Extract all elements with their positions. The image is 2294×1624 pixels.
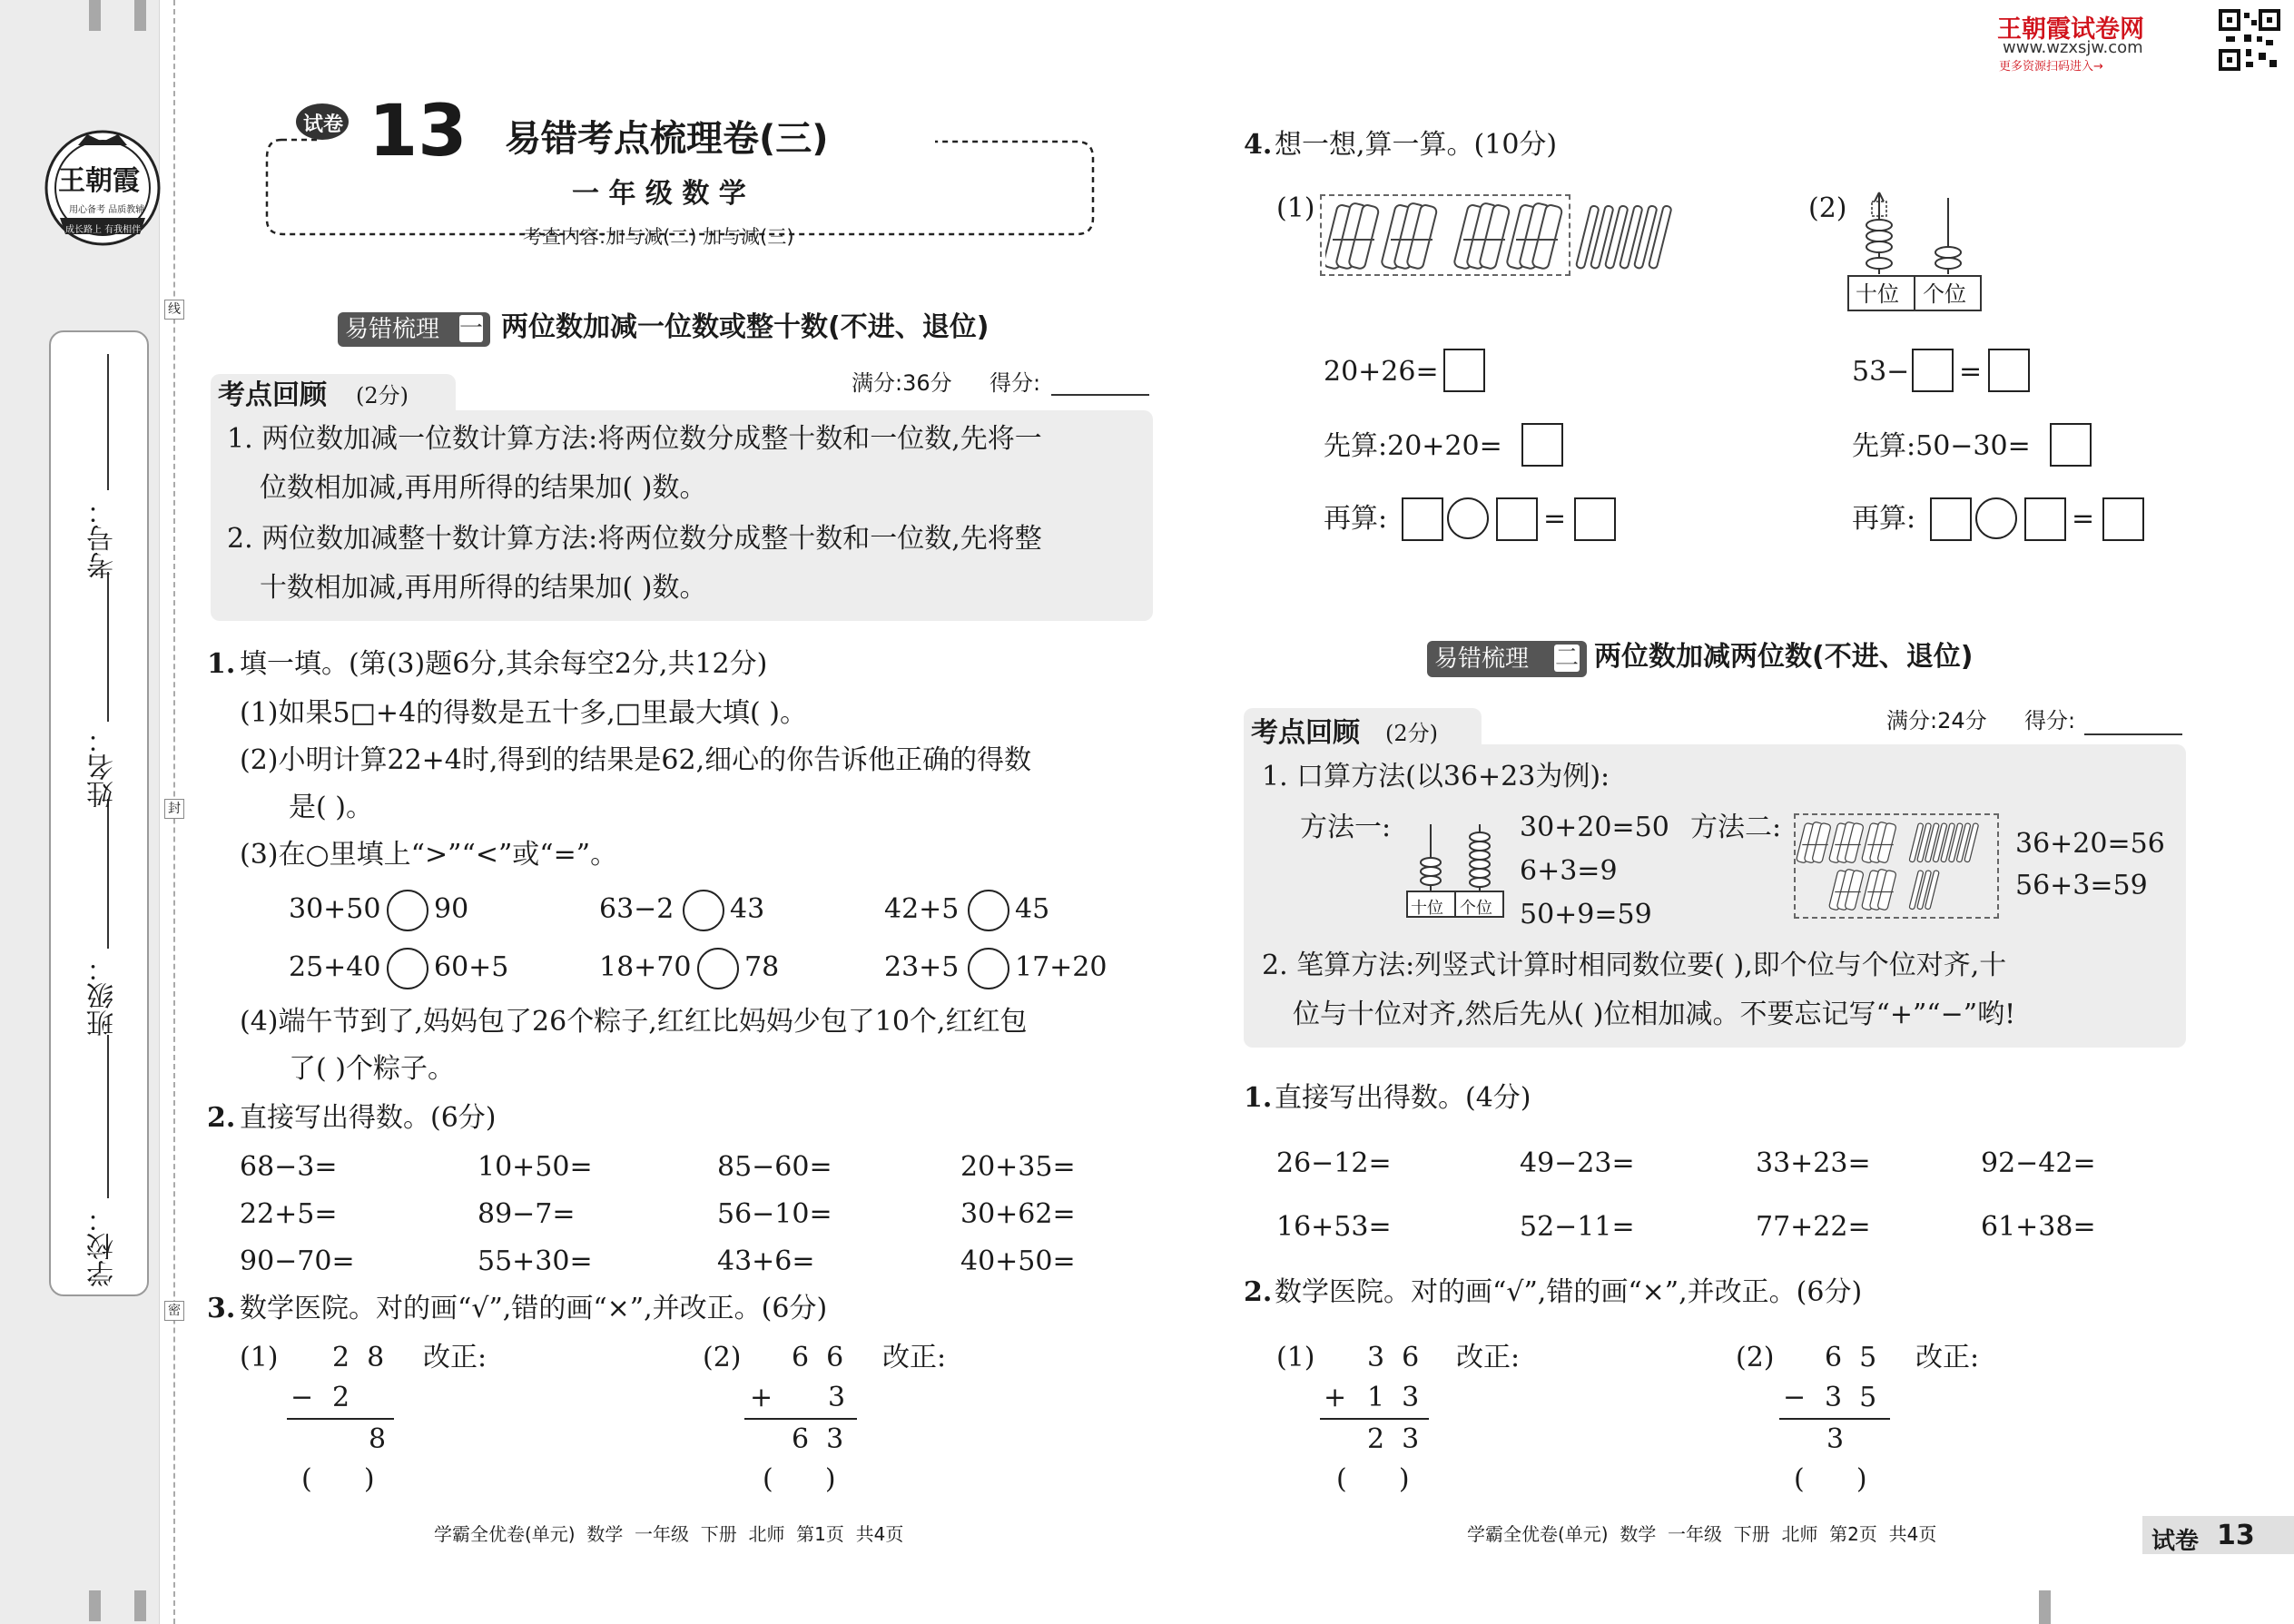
calc-item[interactable]: 10+50=: [478, 1151, 593, 1183]
compare-left: 23+5: [884, 951, 960, 983]
equals-sign: =: [2072, 503, 2095, 535]
calc-item[interactable]: 43+6=: [717, 1245, 815, 1277]
ones-label: 个位: [1923, 281, 1966, 307]
q1-title: 填一填。(第(3)题6分,其余每空2分,共12分): [240, 648, 768, 680]
tens-label: 十位: [1856, 281, 1899, 307]
method1-label: 方法一:: [1300, 812, 1392, 843]
answer-box[interactable]: [1496, 497, 1538, 541]
q4-part1-label: (1): [1276, 192, 1315, 224]
q1-number: 1.: [207, 648, 236, 680]
footer-right: 学霸全优卷(单元) 数学 一年级 下册 北师 第2页 共4页: [1467, 1523, 1937, 1545]
bundles-frame-2: [1794, 813, 1999, 919]
method2-line: 36+20=56: [2015, 828, 2165, 860]
strip-mark: [134, 0, 146, 31]
method2-line: 56+3=59: [2015, 870, 2148, 901]
brand-logo: [42, 127, 163, 249]
vcalc-op: +: [750, 1382, 773, 1413]
vcalc-fix: 改正:: [882, 1342, 947, 1373]
vcalc-top: 2 8: [332, 1342, 385, 1373]
calc-item[interactable]: 90−70=: [240, 1245, 355, 1277]
abacus-picture-2: [1405, 817, 1505, 919]
answer-box[interactable]: [1443, 349, 1485, 392]
score-field-1[interactable]: [1051, 394, 1149, 396]
vcalc-second: 3: [828, 1382, 846, 1413]
compare-right: 60+5: [434, 951, 509, 983]
vcalc-top: 3 6: [1367, 1342, 1420, 1373]
q1-line5: (4)端午节到了,妈妈包了26个粽子,红红比妈妈少包了10个,红红包: [240, 1006, 1028, 1038]
calc-item[interactable]: 77+22=: [1756, 1211, 1871, 1243]
q1-line4: (3)在○里填上“>”“<”或“=”。: [240, 839, 618, 871]
vcalc-rule: [744, 1418, 857, 1420]
calc-item[interactable]: 52−11=: [1520, 1211, 1635, 1243]
review1-label: 考点回顾: [218, 379, 327, 411]
number-label: 考号：: [87, 497, 119, 579]
review1-line: 位数相加减,再用所得的结果加( )数。: [260, 472, 707, 504]
section2-title: 两位数加减两位数(不进、退位): [1594, 641, 1974, 673]
calc-item[interactable]: 16+53=: [1276, 1211, 1392, 1243]
compare-circle[interactable]: [387, 890, 428, 931]
q4-p2-eq3: 再算:: [1852, 503, 1916, 535]
vcalc-answer-paren[interactable]: ( ): [763, 1463, 836, 1495]
watermark-url: www.wzxsjw.com: [2003, 38, 2143, 57]
qr-code-icon: [2219, 9, 2280, 71]
vcalc-op: −: [290, 1382, 314, 1413]
rq2-title: 数学医院。对的画“√”,错的画“×”,并改正。(6分): [1275, 1276, 1863, 1308]
calc-item[interactable]: 33+23=: [1756, 1147, 1871, 1179]
strip-mark: [89, 1590, 101, 1621]
score-label-1: 得分:: [989, 370, 1041, 396]
logo-brand: 王朝霞: [58, 165, 140, 197]
section1-badge: [338, 312, 490, 347]
section2-badge-label: 易错梳理: [1434, 645, 1530, 673]
stick-bundles-picture: [1325, 198, 1707, 272]
rq1-number: 1.: [1244, 1082, 1273, 1114]
vcalc-label: (1): [240, 1342, 279, 1373]
compare-circle[interactable]: [697, 948, 739, 989]
footer-left: 学霸全优卷(单元) 数学 一年级 下册 北师 第1页 共4页: [434, 1523, 904, 1545]
section1-badge-num: 一: [459, 315, 484, 342]
q4-p1-eq3: 再算:: [1324, 503, 1388, 535]
review2-points: (2分): [1385, 721, 1438, 746]
cut-mark-line: 线: [164, 300, 184, 320]
cut-mark-secret: 密: [164, 1301, 184, 1321]
abacus-picture: [1846, 189, 1983, 312]
school-field[interactable]: [107, 1035, 109, 1198]
vcalc-top: 6 6: [792, 1342, 844, 1373]
compare-left: 42+5: [884, 893, 960, 925]
q4-p1-eq1: 20+26=: [1324, 356, 1439, 388]
calc-item[interactable]: 49−23=: [1520, 1147, 1635, 1179]
review1-line: 1. 两位数加减一位数计算方法:将两位数分成整十数和一位数,先将一: [227, 423, 1042, 455]
review1-points: (2分): [356, 383, 409, 408]
compare-left: 30+50: [289, 893, 381, 925]
q4-number: 4.: [1244, 129, 1273, 161]
section2-badge-num: 二: [1554, 645, 1579, 672]
vcalc-result: 3: [1826, 1423, 1845, 1455]
calc-item[interactable]: 68−3=: [240, 1151, 338, 1183]
calc-item[interactable]: 26−12=: [1276, 1147, 1392, 1179]
watermark-brand: 王朝霞试卷网: [1997, 15, 2144, 44]
method1-line: 30+20=50: [1520, 812, 1669, 843]
compare-left: 25+40: [289, 951, 381, 983]
calc-item[interactable]: 92−42=: [1981, 1147, 2096, 1179]
answer-box[interactable]: [2050, 423, 2092, 467]
cut-mark-seal: 封: [164, 799, 184, 819]
strip-mark: [2039, 1590, 2051, 1624]
operator-circle[interactable]: [1975, 497, 2017, 539]
vcalc-fix: 改正:: [423, 1342, 487, 1373]
school-label: 学校：: [87, 1206, 119, 1287]
q1-line2: (2)小明计算22+4时,得到的结果是62,细心的你告诉他正确的得数: [240, 744, 1032, 776]
rq1-title: 直接写出得数。(4分): [1275, 1082, 1531, 1114]
logo-sub: 用心备考 品质教辅: [69, 205, 145, 215]
vcalc-fix: 改正:: [1456, 1342, 1521, 1373]
page-subtitle: 一 年 级 数 学: [572, 178, 746, 210]
vcalc-rule: [1779, 1418, 1890, 1420]
name-label: 姓名：: [87, 726, 119, 808]
review2-label: 考点回顾: [1251, 717, 1360, 749]
vcalc-second: 1 3: [1367, 1382, 1420, 1413]
q4-p2-eq1a: 53−: [1852, 356, 1910, 388]
tens-label: 十位: [1411, 899, 1443, 918]
calc-item[interactable]: 30+62=: [960, 1198, 1076, 1230]
calc-item[interactable]: 20+35=: [960, 1151, 1076, 1183]
vcalc-answer-paren[interactable]: ( ): [1794, 1463, 1867, 1495]
watermark-more: 更多资源扫码进入→: [1999, 60, 2103, 74]
q1-line1: (1)如果5□+4的得数是五十多,□里最大填( )。: [240, 697, 807, 729]
full-score-1: 满分:36分: [852, 370, 952, 396]
exam-scope: 考查内容:加与减(二) 加与减(三): [523, 226, 794, 248]
exam-tag: [296, 103, 349, 140]
review1-line: 2. 两位数加减整十数计算方法:将两位数分成整十数和一位数,先将整: [227, 523, 1042, 555]
vcalc-result: 8: [369, 1423, 387, 1455]
compare-right: 45: [1015, 893, 1050, 925]
compare-right: 43: [730, 893, 765, 925]
review2-line3: 位与十位对齐,然后先从( )位相加减。不要忘记写“+”“−”哟!: [1293, 999, 2016, 1030]
vcalc-result: 6 3: [792, 1423, 844, 1455]
q4-p1-eq2: 先算:20+20=: [1324, 430, 1502, 462]
answer-box[interactable]: [1930, 497, 1972, 541]
q3-title: 数学医院。对的画“√”,错的画“×”,并改正。(6分): [240, 1293, 828, 1324]
method1-line: 50+9=59: [1520, 899, 1652, 930]
q3-number: 3.: [207, 1293, 236, 1324]
vcalc-result: 2 3: [1367, 1423, 1420, 1455]
compare-left: 63−2: [599, 893, 674, 925]
exam-number: 13: [369, 91, 468, 172]
student-info-box: [49, 330, 149, 1296]
exam-tag-label: 试卷: [303, 113, 344, 136]
compare-circle[interactable]: [387, 948, 428, 989]
vcalc-second: 2: [332, 1382, 350, 1413]
q4-part2-label: (2): [1808, 192, 1847, 224]
q1-line3: 是( )。: [289, 792, 373, 823]
compare-circle[interactable]: [968, 948, 1009, 989]
answer-box[interactable]: [2102, 497, 2144, 541]
calc-item[interactable]: 40+50=: [960, 1245, 1076, 1277]
vcalc-op: −: [1783, 1382, 1807, 1413]
ones-label: 个位: [1460, 899, 1492, 918]
review1-line: 十数相加减,再用所得的结果加( )数。: [260, 572, 707, 604]
vcalc-rule: [287, 1418, 394, 1420]
q4-p2-eq1b: =: [1959, 356, 1983, 388]
compare-right: 17+20: [1015, 951, 1108, 983]
page-tag-number: 13: [2217, 1520, 2255, 1551]
calc-item[interactable]: 61+38=: [1981, 1211, 2096, 1243]
section1-title: 两位数加减一位数或整十数(不进、退位): [501, 311, 989, 343]
compare-circle[interactable]: [968, 890, 1009, 931]
vcalc-label: (2): [703, 1342, 742, 1373]
calc-item[interactable]: 56−10=: [717, 1198, 832, 1230]
score-label-2: 得分:: [2024, 708, 2076, 733]
answer-box[interactable]: [2024, 497, 2066, 541]
section1-badge-label: 易错梳理: [345, 316, 440, 343]
vcalc-label: (1): [1276, 1342, 1315, 1373]
calc-item[interactable]: 89−7=: [478, 1198, 576, 1230]
answer-box[interactable]: [1988, 349, 2030, 392]
score-field-2[interactable]: [2084, 733, 2182, 735]
page-title: 易错考点梳理卷(三): [505, 118, 829, 160]
q4-p2-eq2: 先算:50−30=: [1852, 430, 2031, 462]
compare-right: 90: [434, 893, 469, 925]
calc-item[interactable]: 85−60=: [717, 1151, 832, 1183]
section2-badge: [1427, 641, 1587, 677]
vcalc-answer-paren[interactable]: ( ): [1336, 1463, 1410, 1495]
calc-item[interactable]: 55+30=: [478, 1245, 593, 1277]
watermark: [1997, 7, 2215, 73]
page-tag: [2142, 1516, 2294, 1554]
review2-line1: 1. 口算方法(以36+23为例):: [1262, 761, 1610, 792]
name-field[interactable]: [107, 572, 109, 722]
vcalc-op: +: [1324, 1382, 1347, 1413]
vcalc-rule: [1320, 1418, 1429, 1420]
answer-box[interactable]: [1521, 423, 1563, 467]
calc-item[interactable]: 22+5=: [240, 1198, 338, 1230]
q4-title: 想一想,算一算。(10分): [1275, 129, 1558, 161]
rq2-number: 2.: [1244, 1276, 1273, 1308]
review2-line2: 2. 笔算方法:列竖式计算时相同数位要( ),即个位与个位对齐,十: [1262, 950, 2007, 981]
full-score-2: 满分:24分: [1886, 708, 1987, 733]
class-field[interactable]: [107, 799, 109, 949]
method1-line: 6+3=9: [1520, 855, 1618, 887]
compare-right: 78: [744, 951, 780, 983]
class-label: 班级：: [87, 955, 119, 1037]
compare-circle[interactable]: [683, 890, 724, 931]
number-field[interactable]: [107, 354, 109, 490]
compare-left: 18+70: [599, 951, 692, 983]
strip-mark: [134, 1590, 146, 1621]
vcalc-second: 3 5: [1825, 1382, 1877, 1413]
equals-sign: =: [1543, 503, 1567, 535]
vcalc-fix: 改正:: [1915, 1342, 1980, 1373]
q2-title: 直接写出得数。(6分): [240, 1102, 497, 1134]
vcalc-top: 6 5: [1825, 1342, 1877, 1373]
vcalc-answer-paren[interactable]: ( ): [301, 1463, 375, 1495]
answer-box[interactable]: [1912, 349, 1954, 392]
q1-line6: 了( )个粽子。: [289, 1053, 455, 1085]
answer-box[interactable]: [1574, 497, 1616, 541]
operator-circle[interactable]: [1447, 497, 1489, 539]
vcalc-label: (2): [1736, 1342, 1775, 1373]
q2-number: 2.: [207, 1102, 236, 1134]
strip-mark: [89, 0, 101, 31]
page-tag-label: 试卷: [2151, 1528, 2200, 1555]
logo-motto: 成长路上 有我相伴: [65, 225, 142, 235]
method2-label: 方法二:: [1690, 812, 1782, 843]
answer-box[interactable]: [1402, 497, 1443, 541]
